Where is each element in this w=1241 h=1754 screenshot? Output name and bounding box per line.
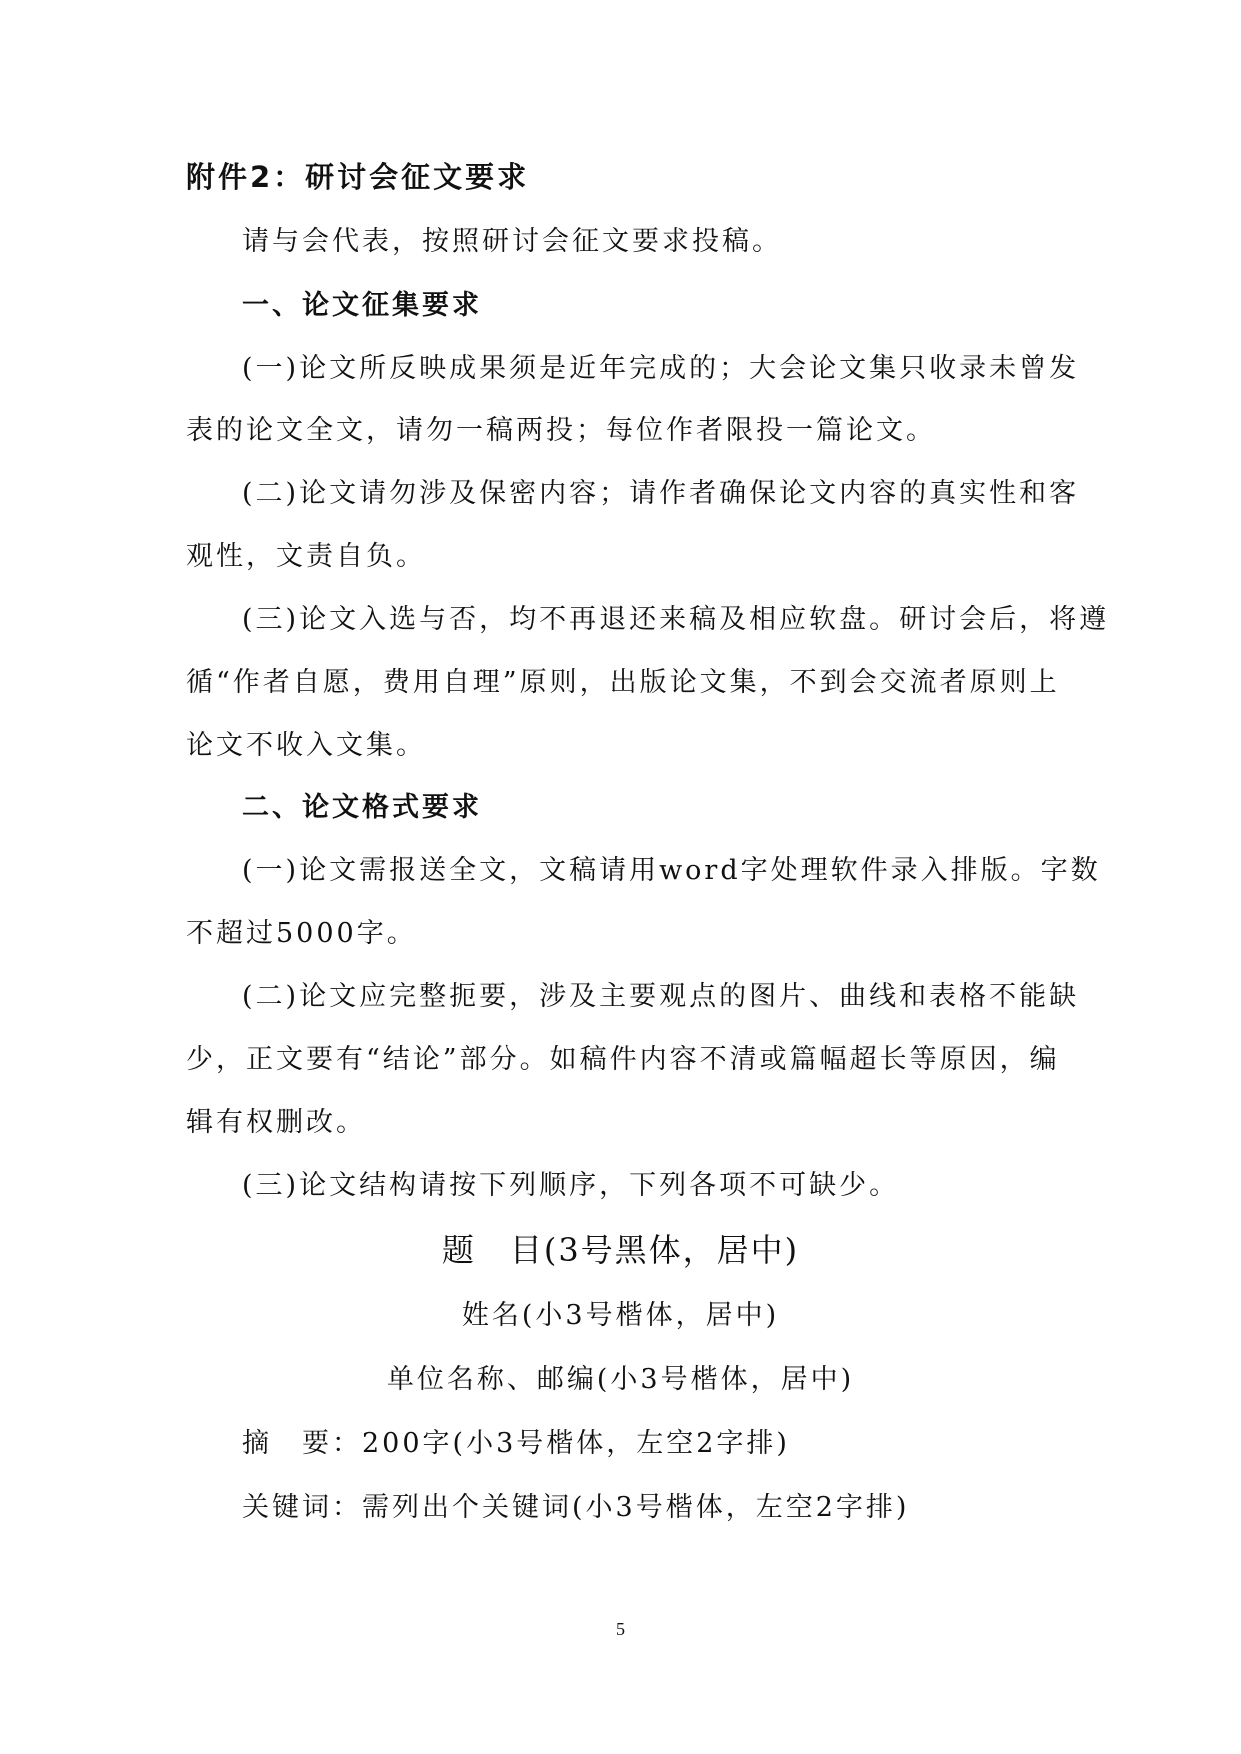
section-2-item-1-line-2: 不超过5000字。 xyxy=(186,918,417,949)
section-1-item-2-line-2: 观性，文责自负。 xyxy=(186,541,426,572)
section-1-item-3-line-2: 循“作者自愿，费用自理”原则，出版论文集，不到会交流者原则上 xyxy=(186,667,1060,698)
template-affiliation-line: 单位名称、邮编(小3号楷体，居中) xyxy=(386,1364,855,1395)
section-2-title: 二、论文格式要求 xyxy=(242,792,482,823)
template-abstract-line: 摘 要：200字(小3号楷体，左空2字排) xyxy=(242,1428,790,1459)
attachment-heading: 附件2：研讨会征文要求 xyxy=(186,160,530,194)
section-2-item-2-line-2: 少，正文要有“结论”部分。如稿件内容不清或篇幅超长等原因，编 xyxy=(186,1044,1060,1075)
section-1-item-1-line-2: 表的论文全文，请勿一稿两投；每位作者限投一篇论文。 xyxy=(186,415,936,446)
section-2-item-2-line-1: (二)论文应完整扼要，涉及主要观点的图片、曲线和表格不能缺 xyxy=(242,981,1080,1012)
section-2-item-1-line-1: (一)论文需报送全文，文稿请用word字处理软件录入排版。字数 xyxy=(242,855,1101,886)
section-1-item-3-line-1: (三)论文入选与否，均不再退还来稿及相应软盘。研讨会后，将遵 xyxy=(242,604,1110,635)
section-1-title: 一、论文征集要求 xyxy=(242,290,482,321)
section-1-item-2-line-1: (二)论文请勿涉及保密内容；请作者确保论文内容的真实性和客 xyxy=(242,478,1080,509)
template-keywords-line: 关键词：需列出个关键词(小3号楷体，左空2字排) xyxy=(242,1492,910,1523)
page-number: 5 xyxy=(616,1619,625,1639)
section-1-item-1-line-1: (一)论文所反映成果须是近年完成的；大会论文集只收录未曾发 xyxy=(242,353,1080,384)
template-title-line: 题 目(3号黑体，居中) xyxy=(441,1231,800,1269)
template-author-line: 姓名(小3号楷体，居中) xyxy=(461,1300,780,1331)
section-2-item-3-line-1: (三)论文结构请按下列顺序，下列各项不可缺少。 xyxy=(242,1170,900,1201)
intro-paragraph: 请与会代表，按照研讨会征文要求投稿。 xyxy=(242,226,782,257)
section-1-item-3-line-3: 论文不收入文集。 xyxy=(186,730,426,761)
section-2-item-2-line-3: 辑有权删改。 xyxy=(186,1107,366,1138)
